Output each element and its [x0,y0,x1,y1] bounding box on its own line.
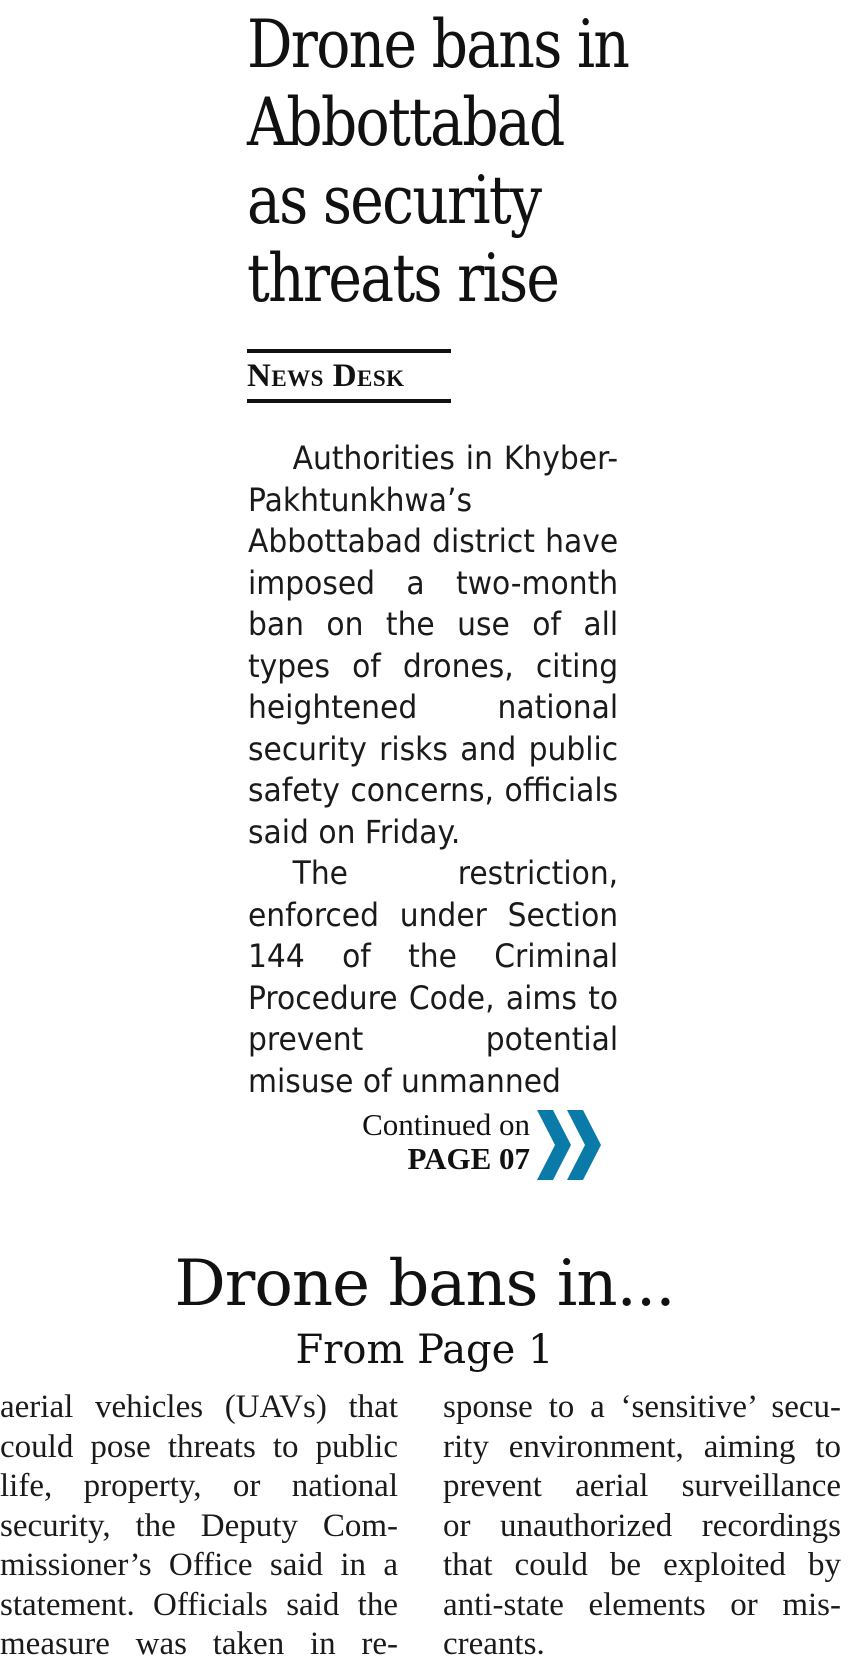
double-chevron-right-icon [537,1110,605,1180]
continuation-from-page: From Page 1 [295,1327,554,1373]
column-line: measure was taken in re- [0,1626,398,1661]
column-line: that could be exploited by [443,1547,841,1583]
continued-page: PAGE 07 [407,1141,530,1176]
lead-paragraph-2: The restriction, enforced under Section 144 of the Criminal Procedure Code, aims to prevent potential misuse of unmanned [248,854,619,1100]
headline-line: as security [247,162,541,239]
continuation-headline: Drone bans in... [174,1247,675,1321]
column-line: or unauthorized recordings [443,1507,841,1544]
lead-article-body [248,438,618,1102]
headline-line: Abbottabad [247,84,564,161]
column-line: statement. Officials said the [0,1586,398,1623]
headline-line: Drone bans in [247,6,629,83]
continued-notice [300,1108,530,1176]
column-line: aerial vehicles (UAVs) that [0,1389,398,1425]
continuation-right-column [443,1388,841,1661]
column-line: rity environment, aiming to [443,1428,841,1465]
headline-line: threats rise [247,240,559,317]
lead-paragraph-1: Authorities in Khyber-Pakhtunkhwa’s Abbottabad district have imposed a two-month ban on the use of all types of drones, citing heightened national security risks and public safety concerns, officials said on Friday. [248,439,619,851]
column-line: anti-state elements or mis- [443,1586,841,1623]
column-line: sponse to a ‘sensitive’ secu- [443,1389,841,1425]
byline: News Desk [247,349,451,403]
column-line: missioner’s Office said in a [0,1547,398,1583]
continuation-left-column [0,1388,398,1661]
column-line: creants. [443,1626,545,1661]
column-line: life, property, or national [0,1468,398,1504]
column-line: security, the Deputy Com- [0,1507,398,1544]
headline [247,6,629,318]
column-line: prevent aerial surveillance [443,1468,841,1504]
column-line: could pose threats to public [0,1428,398,1465]
continued-label: Continued on [362,1107,530,1142]
